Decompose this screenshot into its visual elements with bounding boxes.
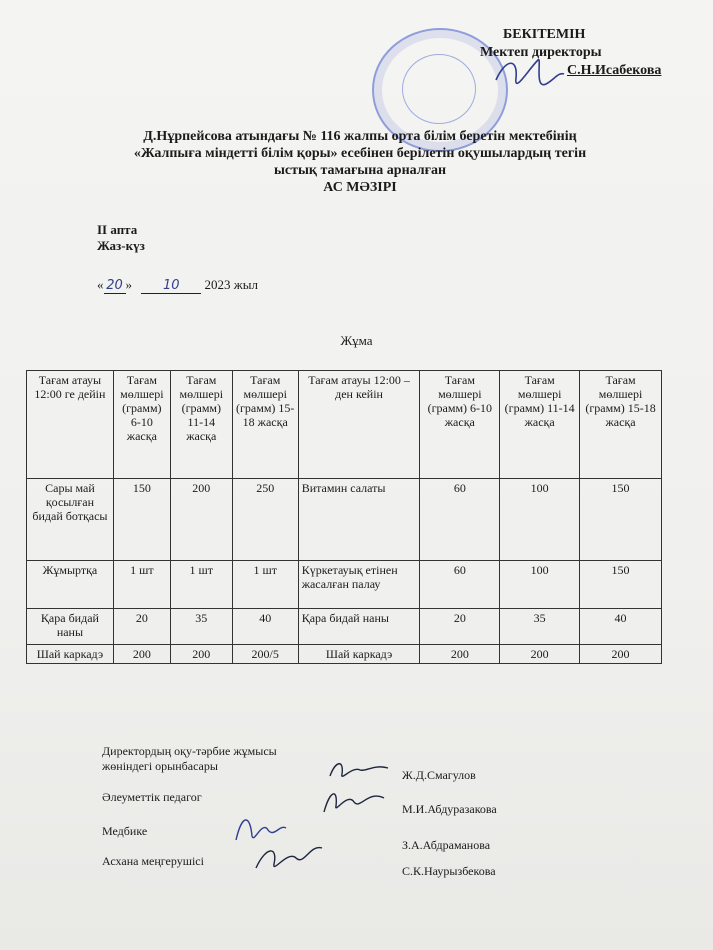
title-line-4: АС МӘЗІРІ <box>323 180 397 195</box>
title-line-3: ыстық тамағына арналған <box>273 163 447 178</box>
signer-name: С.К.Наурызбекова <box>402 864 496 878</box>
table-cell: 40 <box>232 609 298 645</box>
title-line-1: Д.Нұрпейсова атындағы № 116 жалпы орта білім беретін мектебінің <box>143 129 577 144</box>
approval-director-name: С.Н.Исабекова <box>567 63 662 78</box>
seal-emblem <box>402 54 476 124</box>
table-cell: 150 <box>580 561 662 609</box>
signature-kitchen-head <box>252 838 326 878</box>
table-cell: Қара бидай наны <box>298 609 420 645</box>
table-cell: 200 <box>500 645 580 664</box>
table-cell: 1 шт <box>232 561 298 609</box>
table-cell: 200/5 <box>232 645 298 664</box>
signer-name: М.И.Абдуразакова <box>402 802 497 816</box>
signer-role: Директордың оқу-тәрбие жұмысы жөніндегі орынбасары <box>102 744 277 773</box>
table-row <box>27 561 662 609</box>
header-cell: Тағам мөлшері (грамм) 15-18 жасқа <box>232 371 298 479</box>
title-line-2: «Жалпыға міндетті білім қоры» есебінен берілетін оқушылардың тегін <box>133 146 587 161</box>
signer-name: З.А.Абдраманова <box>402 838 491 852</box>
table-cell: 60 <box>420 561 500 609</box>
header-cell: Тағам атауы 12:00 ге дейін <box>27 371 114 479</box>
table-cell: 250 <box>232 479 298 561</box>
signature-social-pedagogue <box>318 784 388 818</box>
date-month: 10 <box>141 278 201 294</box>
table-cell: 1 шт <box>170 561 232 609</box>
date-year: 2023 <box>204 277 231 292</box>
date-day: 20 <box>104 278 126 294</box>
header-cell: Тағам атауы 12:00 – ден кейін <box>298 371 420 479</box>
table-cell: 20 <box>113 609 170 645</box>
table-cell: 200 <box>170 645 232 664</box>
table-cell: 200 <box>113 645 170 664</box>
week-label: II апта <box>97 222 138 237</box>
signer-role: Медбике <box>102 824 148 838</box>
season-label: Жаз-күз <box>97 238 145 253</box>
weekday-label: Жұма <box>340 333 373 348</box>
date-open-quote: « <box>97 277 104 292</box>
table-cell: Шай каркадэ <box>27 645 114 664</box>
table-cell: 1 шт <box>113 561 170 609</box>
table-row <box>27 609 662 645</box>
table-cell: 100 <box>500 561 580 609</box>
table-row <box>27 645 662 664</box>
table-cell: 60 <box>420 479 500 561</box>
header-cell: Тағам мөлшері (грамм) 6-10 жасқа <box>113 371 170 479</box>
date-close-quote: » <box>125 277 132 292</box>
table-cell: 40 <box>580 609 662 645</box>
table-cell: Витамин салаты <box>298 479 420 561</box>
table-cell: 35 <box>170 609 232 645</box>
date-line <box>97 277 258 294</box>
approval-block <box>470 26 710 80</box>
table-header-row <box>27 371 662 479</box>
table-cell: Сары май қосылған бидай ботқасы <box>27 479 114 561</box>
header-cell: Тағам мөлшері (грамм) 11-14 жасқа <box>500 371 580 479</box>
table-cell: 35 <box>500 609 580 645</box>
signer-role: Асхана меңгерушісі <box>102 854 204 868</box>
week-info <box>97 222 145 254</box>
table-cell: 100 <box>500 479 580 561</box>
header-cell: Тағам мөлшері (грамм) 15-18 жасқа <box>580 371 662 479</box>
header-cell: Тағам мөлшері (грамм) 6-10 жасқа <box>420 371 500 479</box>
table-cell: Шай каркадэ <box>298 645 420 664</box>
header-cell: Тағам мөлшері (грамм) 11-14 жасқа <box>170 371 232 479</box>
signer-role: Әлеуметтік педагог <box>102 790 202 804</box>
table-row <box>27 479 662 561</box>
table-cell: Күркетауық етінен жасалған палау <box>298 561 420 609</box>
table-cell: Қара бидай наны <box>27 609 114 645</box>
approval-position: Мектеп директоры <box>480 45 602 60</box>
table-cell: 20 <box>420 609 500 645</box>
table-cell: 150 <box>113 479 170 561</box>
table-cell: 150 <box>580 479 662 561</box>
approval-heading: БЕКІТЕМІН <box>503 27 586 42</box>
date-year-word: жыл <box>233 277 258 292</box>
table-cell: 200 <box>420 645 500 664</box>
table-cell: 200 <box>170 479 232 561</box>
table-cell: Жұмыртқа <box>27 561 114 609</box>
signer-name: Ж.Д.Смагулов <box>402 768 476 782</box>
table-cell: 200 <box>580 645 662 664</box>
signature-deputy <box>326 756 392 786</box>
menu-table <box>26 370 662 664</box>
document-title <box>60 128 660 196</box>
